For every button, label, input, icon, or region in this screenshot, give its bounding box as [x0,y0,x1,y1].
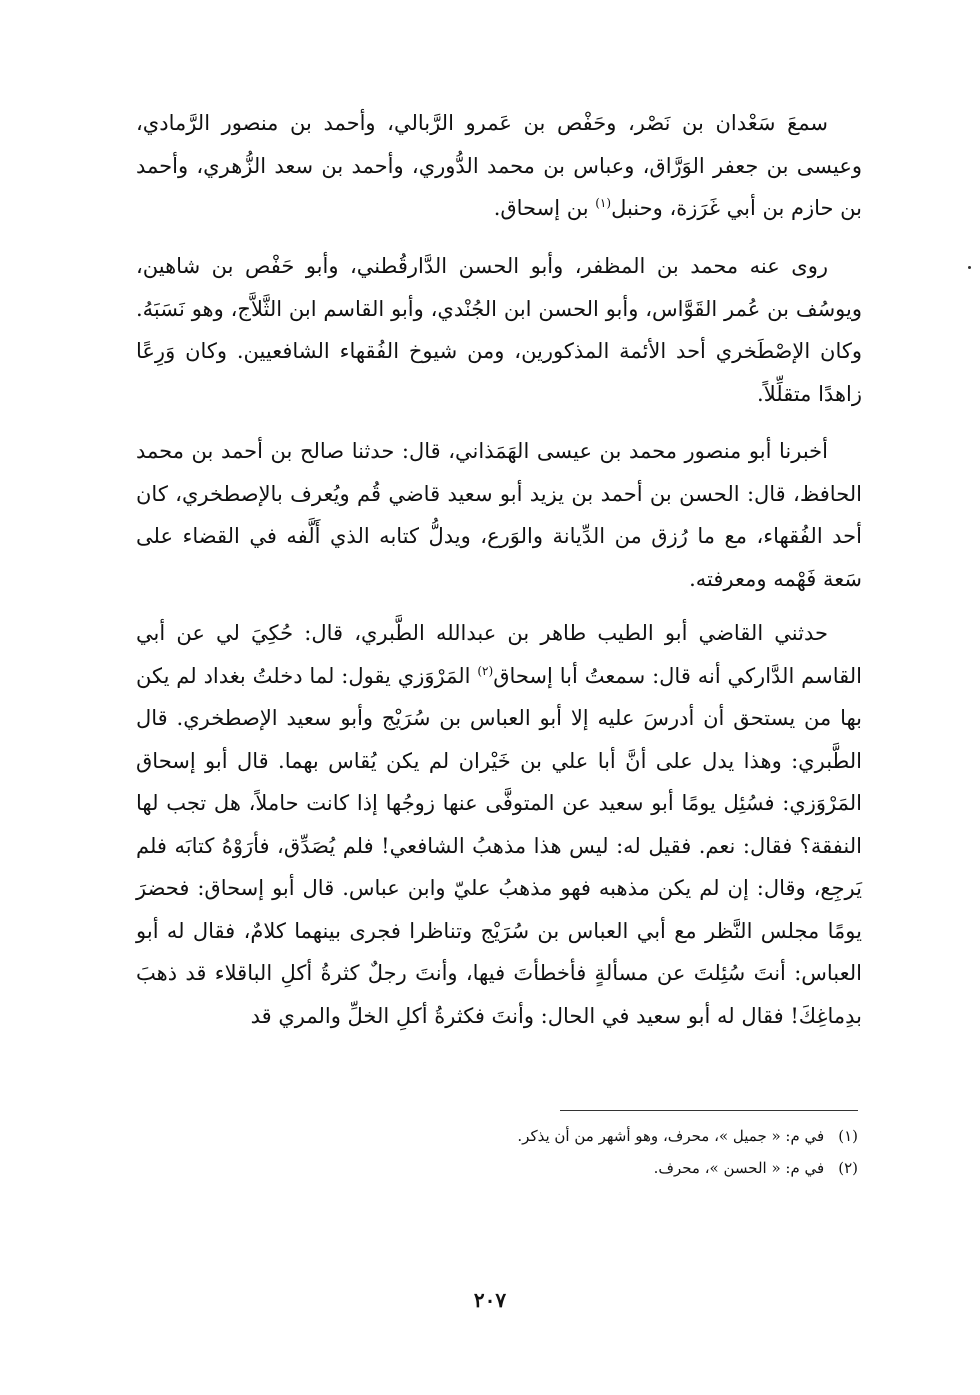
paragraph-4-text: حدثني القاضي أبو الطيب طاهر بن عبدالله الطَّبري، قال: حُكِيَ لي عن أبي القاسم الدَّاركي أنه قال: سمعتُ أبا إسحاق [136,621,863,688]
paragraph-3: أخبرنا أبو منصور محمد بن عيسى الهَمَذاني، قال: حدثنا صالح بن أحمد بن محمد الحافظ، قال: الحسن بن أحمد بن يزيد أبو سعيد قاضي قُم ويُعرف بالإصطخري، كان أحد الفُقهاء، مع ما رُزق من الدِّيانة والوَرع، ويدلُّ كتابه الذي أَلَّفه في القضاء على سَعة فَهْمه ومعرفته. [136,439,862,591]
footnote-1-number: (١) [838,1127,858,1145]
paragraph-4-text-tail: المَرْوَزي يقول: لما دخلتُ بغداد لم يكن بها من يستحق أن أدرسَ عليه إلا أبو العباس بن سُرَيْج وأبو سعيد الإصطخري. قال الطَّبري: وهذا يدل على أنَّ أبا علي بن خَيْران لم يكن يُقاس بهما. قال أبو إسحاق المَرْوَزي: فسُئِل يومًا أبو سعيد عن المتوفَّى عنها زوجُها إذا كانت حاملاً، هل تجب لها النفقة؟ فقال: نعم. فقيل له: ليس هذا مذهبُ الشافعي! فلم يُصَدِّق، فأرَوْهُ كتابَه فلم يَرجِع، وقال: إن لم يكن مذهبه فهو مذهبُ عليّ وابن عباس. قال أبو إسحاق: فحضرَ يومًا مجلس النَّظر مع أبي العباس بن سُرَيْج وتناظرا فجرى بينهما كلامٌ، فقال له أبو العباس: أنتَ سُئِلتَ عن مسألةٍ فأخطأتَ فيها، وأنتَ رجلٌ كثرةُ أكلِ الباقلاء قد ذهبَ بدِماغِكَ! فقال له أبو سعيد في الحال: وأنتَ فكثرةُ أكلِ الخلِّ والمري قد [136,663,862,1028]
page-number: ٢٠٧ [473,1288,507,1312]
paragraph-1-text-tail: بن إسحاق. [493,196,596,220]
paragraph-1-text: سمعَ سَعْدان بن نَصْر، وحَفْص بن عَمرو الرَّبالي، وأحمد بن منصور الرَّمادي، وعيسى بن جعفر الوَرَّاق، وعباس بن محمد الدُّوري، وأحمد بن سعد الزُّهري، وأحمد بن حازم بن أبي غَرَزة، وحنبل [136,111,862,220]
paragraph-4 [136,612,862,1037]
footnote-ref-2[interactable]: (٢) [477,663,494,678]
footnote-2-number: (٢) [838,1159,858,1177]
footnote-1 [300,1120,858,1152]
footnotes [300,1120,858,1184]
footnote-ref-1[interactable]: (١) [595,196,612,210]
footnote-2-text: في م: « الحسن »، محرف. [653,1159,825,1177]
paragraph-2: روى عنه محمد بن المظفر، وأبو الحسن الدَّارقُطني، وأبو حَفْص بن شاهين، ويوسُف بن عُمر القَوَّاس، وأبو الحسن ابن الجُنْدي، وأبو القاسم ابن الثَّلاَّج، وهو نَسَبَهُ. وكان الإصْطَخري أحد الأئمة المذكورين، ومن شيوخ الفُقهاء الشافعيين. وكان وَرِعًا زاهدًا متقلِّلاً. [136,254,862,406]
scan-speck [968,266,971,269]
paragraph-1 [136,102,862,230]
footnote-divider [560,1110,858,1111]
footnote-2 [300,1152,858,1184]
footnote-1-text: في م: « جميل »، محرف، وهو أشهر من أن يذكر. [517,1127,825,1145]
